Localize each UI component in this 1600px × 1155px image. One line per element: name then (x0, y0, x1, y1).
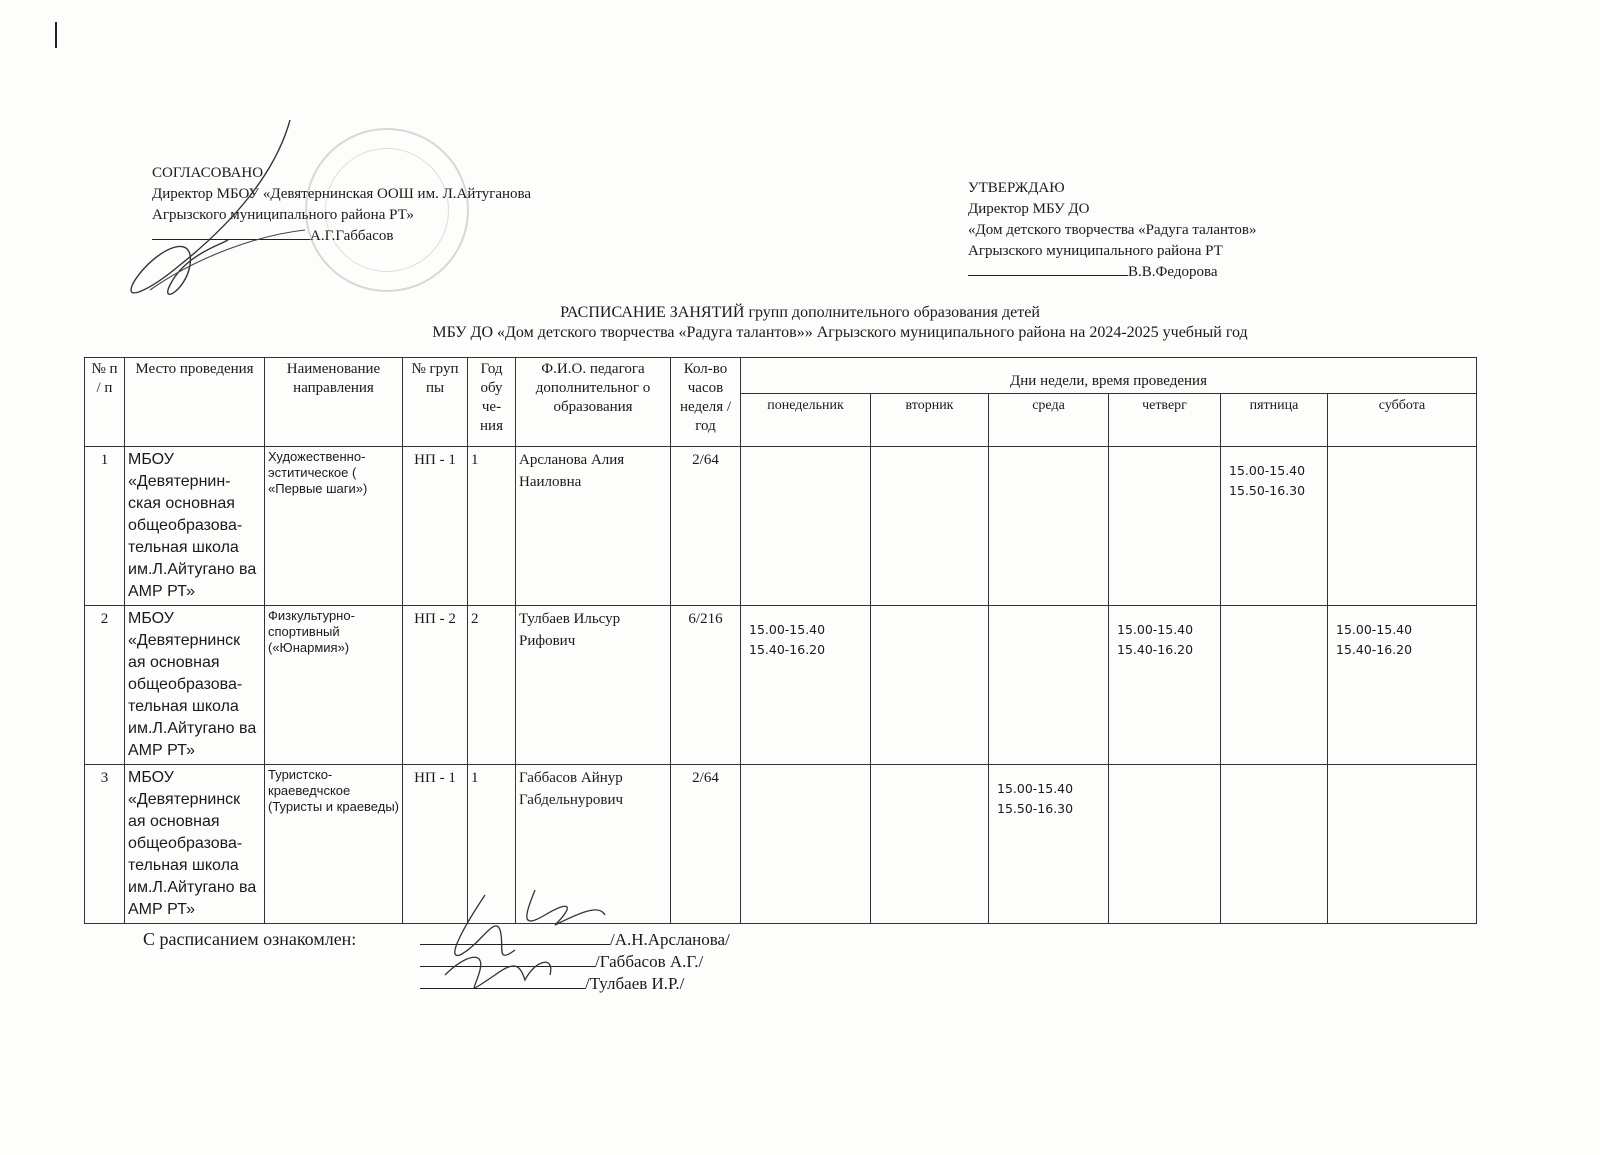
header-hours: Кол-во часов неделя /год (671, 358, 741, 447)
time-slot: 15.00-15.40 (1336, 622, 1413, 637)
time-slot: 15.00-15.40 (1229, 463, 1306, 478)
time-slot: 15.40-16.20 (1336, 642, 1413, 657)
table-row (85, 765, 1477, 924)
ack-signature-line (420, 972, 585, 989)
row-hours: 6/216 (671, 606, 741, 765)
row-hours: 2/64 (671, 765, 741, 924)
approval-left-signatory: А.Г.Габбасов (310, 228, 394, 244)
row-place: МБОУ «Девятернинск ая основная общеобразова-тельная школа им.Л.Айтугано ва АМР РТ» (125, 765, 265, 924)
approval-right-line3: Агрызского муниципального района РТ (968, 243, 1223, 259)
table-row (85, 447, 1477, 606)
cell-wed (989, 765, 1109, 924)
time-slot: 15.40-16.20 (1117, 642, 1194, 657)
row-place: МБОУ «Девятернинск ая основная общеобразова-тельная школа им.Л.Айтугано ва АМР РТ» (125, 606, 265, 765)
approval-block-right (968, 178, 1257, 283)
time-slot: 15.50-16.30 (997, 801, 1074, 816)
row-num: 3 (85, 765, 125, 924)
cell-tue (871, 606, 989, 765)
row-num: 1 (85, 447, 125, 606)
schedule-table (84, 357, 1477, 924)
cell-wed (989, 447, 1109, 606)
cell-sat (1328, 765, 1477, 924)
row-year: 1 (468, 447, 516, 606)
row-teacher: Габбасов Айнур Габдельнурович (516, 765, 671, 924)
approval-right-line2: «Дом детского творчества «Радуга талантов» (968, 222, 1257, 238)
approval-block-left (152, 163, 531, 247)
time-slot: 15.00-15.40 (749, 622, 826, 637)
row-year: 2 (468, 606, 516, 765)
header-day-thu: четверг (1109, 394, 1221, 447)
header-day-wed: среда (989, 394, 1109, 447)
cell-fri (1221, 606, 1328, 765)
row-num: 2 (85, 606, 125, 765)
approval-right-heading: УТВЕРЖДАЮ (968, 180, 1065, 196)
time-slot: 15.40-16.20 (749, 642, 826, 657)
header-day-fri: пятница (1221, 394, 1328, 447)
cell-fri (1221, 765, 1328, 924)
header-day-sat: суббота (1328, 394, 1477, 447)
title-line2: МБУ ДО «Дом детского творчества «Радуга талантов»» Агрызского муниципального района на 2024-2025 учебный год (432, 324, 1248, 341)
acknowledgement-label: С расписанием ознакомлен: (143, 929, 357, 949)
approval-right-line1: Директор МБУ ДО (968, 201, 1090, 217)
row-year: 1 (468, 765, 516, 924)
approval-left-heading: СОГЛАСОВАНО (152, 165, 264, 181)
cell-sat (1328, 447, 1477, 606)
header-group: № груп пы (403, 358, 468, 447)
cell-thu (1109, 606, 1221, 765)
header-teacher: Ф.И.О. педагога дополнительног о образования (516, 358, 671, 447)
row-direction: Физкультурно-спортивный («Юнармия») (265, 606, 403, 765)
table-row (85, 606, 1477, 765)
header-num: № п / п (85, 358, 125, 447)
cell-mon (741, 447, 871, 606)
cell-thu (1109, 765, 1221, 924)
approval-left-line1: Директор МБОУ «Девятернинская ООШ им. Л.Айтуганова (152, 186, 532, 202)
cell-mon (741, 606, 871, 765)
cell-wed (989, 606, 1109, 765)
row-teacher: Тулбаев Ильсур Рифович (516, 606, 671, 765)
time-slot: 15.00-15.40 (997, 781, 1074, 796)
header-place: Место проведения (125, 358, 265, 447)
header-year: Год обу че- ния (468, 358, 516, 447)
approval-left-line2: Агрызского муниципального района РТ» (152, 207, 414, 223)
table-header-row (85, 358, 1477, 394)
cell-sat (1328, 606, 1477, 765)
cell-tue (871, 765, 989, 924)
time-slot: 15.50-16.30 (1229, 483, 1306, 498)
ack-signature-line (420, 950, 595, 967)
row-group: НП - 1 (403, 765, 468, 924)
row-group: НП - 1 (403, 447, 468, 606)
document-title (0, 303, 1600, 343)
row-direction: Туристско-краеведчское (Туристы и краеведы) (265, 765, 403, 924)
ack-signature-line (420, 928, 610, 945)
header-days-title: Дни недели, время проведения (741, 358, 1477, 394)
header-day-mon: понедельник (741, 394, 871, 447)
cell-thu (1109, 447, 1221, 606)
cell-fri (1221, 447, 1328, 606)
row-hours: 2/64 (671, 447, 741, 606)
header-day-tue: вторник (871, 394, 989, 447)
row-direction: Художественно-эститическое ( «Первые шаги») (265, 447, 403, 606)
title-line1: РАСПИСАНИЕ ЗАНЯТИЙ групп дополнительного образования детей (560, 304, 1040, 321)
row-group: НП - 2 (403, 606, 468, 765)
cell-tue (871, 447, 989, 606)
ack-name: /А.Н.Арсланова/ (610, 930, 730, 949)
acknowledgement-list (420, 928, 730, 994)
approval-right-signatory: В.В.Федорова (1128, 264, 1218, 280)
row-teacher: Арсланова Алия Наиловна (516, 447, 671, 606)
time-slot: 15.00-15.40 (1117, 622, 1194, 637)
ack-name: /Габбасов А.Г./ (595, 952, 704, 971)
scan-edge-mark (55, 22, 57, 48)
ack-name: /Тулбаев И.Р./ (585, 974, 685, 993)
row-place: МБОУ «Девятернин-ская основная общеобразова-тельная школа им.Л.Айтугано ва АМР РТ» (125, 447, 265, 606)
header-direction: Наименование направления (265, 358, 403, 447)
signature-line-left (152, 239, 310, 240)
cell-mon (741, 765, 871, 924)
signature-line-right (968, 275, 1128, 276)
